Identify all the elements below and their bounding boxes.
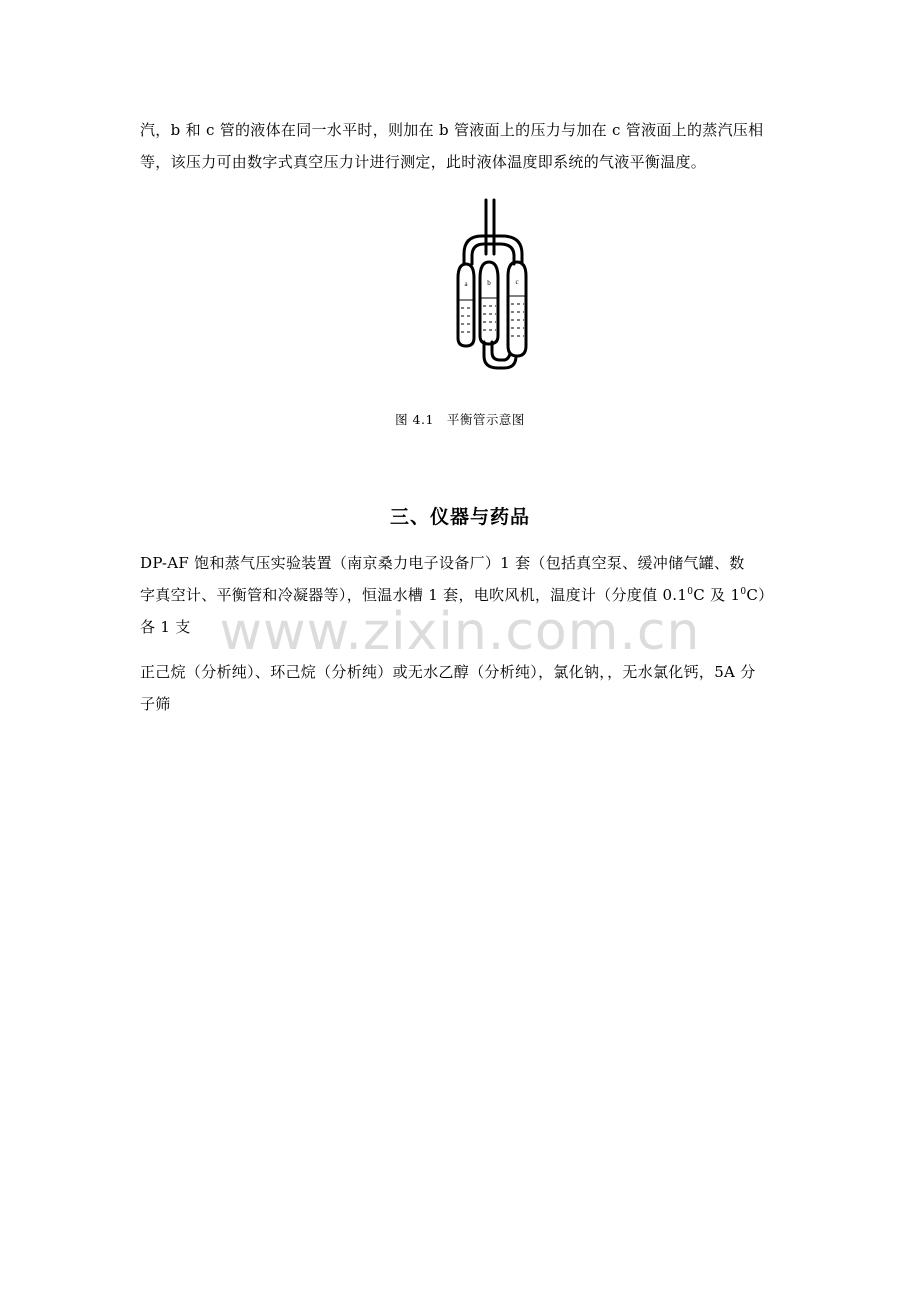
watermark: www.zixin.com.cn bbox=[219, 602, 701, 662]
instrument-line-1: DP-AF 饱和蒸气压实验装置（南京桑力电子设备厂）1 套（包括真空泵、缓冲储气罐、数 bbox=[140, 554, 745, 572]
instrument-line-3: 各 1 支 bbox=[140, 618, 191, 636]
instrument-line-2c: C） bbox=[746, 586, 774, 604]
section-heading: 三、仪器与药品 bbox=[389, 506, 530, 528]
superscript-2: 0 bbox=[740, 587, 747, 597]
chemicals-line-1: 正己烷（分析纯）、环己烷（分析纯）或无水乙醇（分析纯），氯化钠，，无水氯化钙，5A 分 bbox=[140, 663, 756, 681]
chemicals-paragraph bbox=[140, 656, 780, 720]
intro-line-2: 等，该压力可由数字式真空压力计进行测定，此时液体温度即系统的气液平衡温度。 bbox=[140, 153, 707, 171]
figure-caption: 图 4.1 平衡管示意图 bbox=[395, 412, 525, 427]
tube-c-label: c bbox=[515, 278, 519, 286]
intro-paragraph bbox=[140, 114, 780, 178]
superscript-1: 0 bbox=[687, 587, 694, 597]
instrument-line-2b: C 及 1 bbox=[693, 586, 741, 604]
chemicals-line-2: 子筛 bbox=[140, 695, 171, 713]
instrument-paragraph bbox=[140, 547, 780, 643]
intro-line-1: 汽，b 和 c 管的液体在同一水平时，则加在 b 管液面上的压力与加在 c 管液面上的蒸汽压相 bbox=[140, 121, 764, 139]
tube-a-label: a bbox=[464, 280, 468, 288]
instrument-line-2a: 字真空计、平衡管和冷凝器等），恒温水槽 1 套，电吹风机，温度计（分度值 0.1 bbox=[140, 586, 688, 604]
tube-b-label: b bbox=[487, 279, 491, 287]
equilibrium-tube-diagram bbox=[438, 196, 548, 372]
